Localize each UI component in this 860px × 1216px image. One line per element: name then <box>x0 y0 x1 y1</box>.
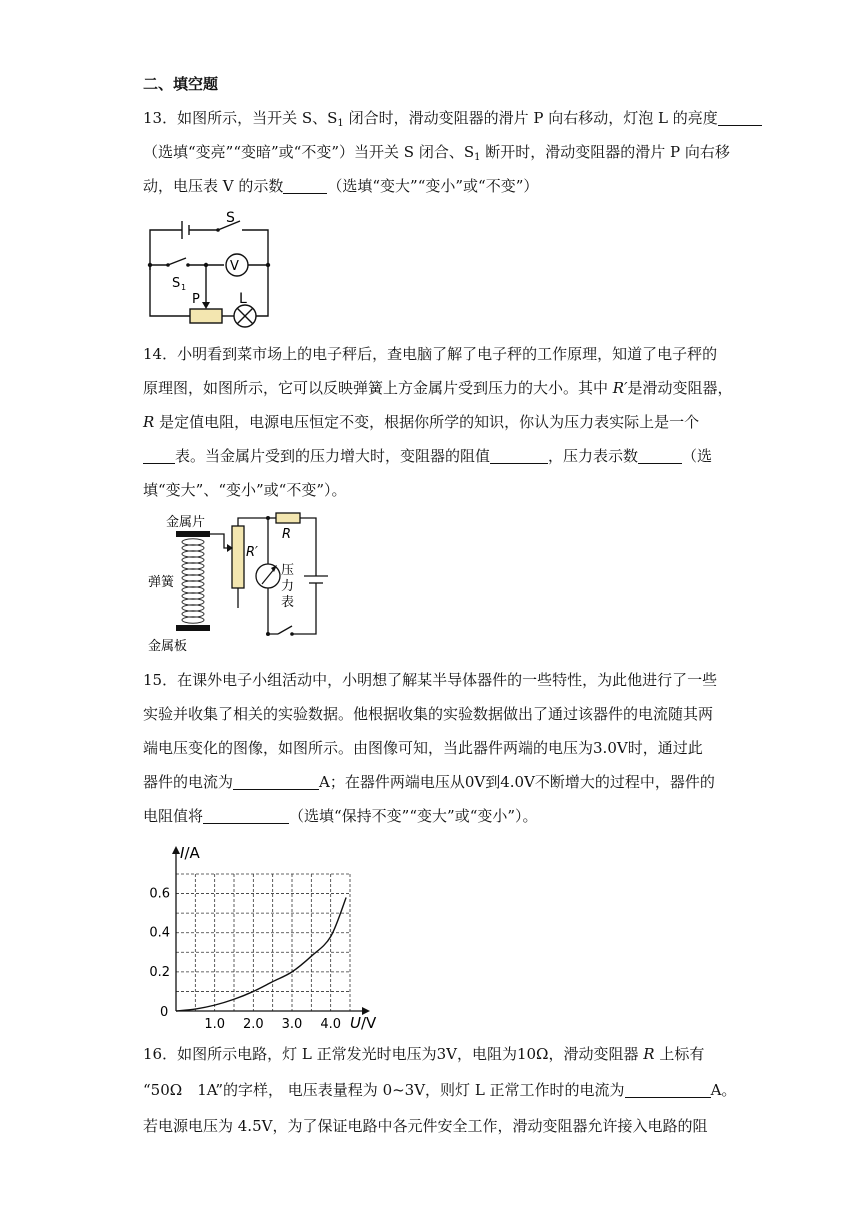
q14-text: 原理图，如图所示，它可以反映弹簧上方金属片受到压力的大小。其中 <box>143 379 613 397</box>
answer-blank[interactable] <box>143 448 175 464</box>
answer-blank[interactable] <box>233 774 319 790</box>
q14-r-prime: R′ <box>612 379 628 397</box>
q14-label-metal-plate: 金属板 <box>148 639 188 654</box>
q13-subscript: 1 <box>474 152 481 163</box>
q15-line-1: 15．在课外电子小组活动中，小明想了解某半导体器件的一些特性，为此他进行了一些 <box>143 671 718 689</box>
section-heading: 二、填空题 <box>143 75 219 93</box>
q13-label-s: S <box>226 210 235 226</box>
q14-r: R <box>143 413 155 431</box>
q13-text: （选填“变大”“变小”或“不变”） <box>327 177 539 195</box>
q15-line-5 <box>143 806 538 826</box>
q14-electronic-scale-diagram <box>142 508 332 656</box>
chart-grid <box>176 874 350 1011</box>
q13-text: 13．如图所示，当开关 S、S <box>143 109 338 127</box>
y-tick-label: 0.6 <box>149 886 170 902</box>
answer-blank[interactable] <box>638 448 682 464</box>
q13-text: （选填“变亮”“变暗”或“不变”）当开关 S 闭合、S <box>143 143 475 161</box>
x-tick-label: 2.0 <box>242 1017 264 1032</box>
q15-text: 电阻值将 <box>143 807 204 825</box>
answer-blank[interactable] <box>203 808 289 824</box>
answer-blank[interactable] <box>625 1082 711 1098</box>
q15-line-2: 实验并收集了相关的实验数据。他根据收集的实验数据做出了通过该器件的电流随其两 <box>143 705 714 723</box>
answer-blank[interactable] <box>283 178 327 194</box>
q13-line-1 <box>143 108 762 134</box>
answer-blank[interactable] <box>490 448 548 464</box>
chart-series-line <box>176 897 346 1011</box>
q16-text: 上标有 <box>654 1045 705 1063</box>
q13-label-s1-sub: 1 <box>181 283 187 292</box>
q14-line-1: 14．小明看到菜市场上的电子秤后，查电脑了解了电子秤的工作原理，知道了电子秤的 <box>143 345 718 363</box>
q13-label-p: P <box>192 292 200 307</box>
q13-label-v: V <box>230 259 239 274</box>
q14-label-spring: 弹簧 <box>148 575 175 590</box>
chart-axes <box>172 846 370 1015</box>
q14-text: ，压力表示数 <box>548 447 639 465</box>
q13-text: 闭合时，滑动变阻器的滑片 P 向右移动，灯泡 L 的亮度 <box>343 109 718 127</box>
x-tick-label: 1.0 <box>204 1017 226 1032</box>
q14-line-2 <box>143 378 733 398</box>
q13-label-l: L <box>239 291 247 307</box>
chart-origin-label: 0 <box>160 1005 169 1020</box>
q14-line-4 <box>143 446 712 466</box>
q13-circuit-diagram <box>140 208 280 330</box>
q15-text: A；在器件两端电压从0V到4.0V不断增大的过程中，器件的 <box>319 773 715 791</box>
q14-label-meter: 表 <box>281 595 295 610</box>
q14-label-meter: 力 <box>281 579 295 594</box>
q13-text: 断开时，滑动变阻器的滑片 P 向右移 <box>480 143 730 161</box>
y-axis-arrow <box>172 846 180 854</box>
x-tick-label: 4.0 <box>320 1017 342 1032</box>
q15-text: 器件的电流为 <box>143 773 234 791</box>
q13-subscript: 1 <box>337 118 344 129</box>
y-tick-label: 0.4 <box>149 925 170 941</box>
q13-text: 动，电压表 V 的示数 <box>143 177 284 195</box>
q13-line-2 <box>143 142 730 168</box>
q16-r: R <box>643 1045 655 1063</box>
q14-text: 是滑动变阻器， <box>627 379 733 397</box>
q16-text: A。 <box>710 1081 737 1099</box>
q15-line-4 <box>143 772 715 792</box>
q16-line-1 <box>143 1044 704 1064</box>
q16-line-2 <box>143 1080 736 1100</box>
q16-text: 16．如图所示电路，灯 L 正常发光时电压为3V，电阻为10Ω，滑动变阻器 <box>143 1045 644 1063</box>
q14-line-5: 填“变大”、“变小”或“不变”）。 <box>143 481 347 499</box>
q14-label-r: R <box>282 527 292 542</box>
answer-blank[interactable] <box>718 110 762 126</box>
chart-xlabel: U/V <box>350 1014 377 1032</box>
chart-ylabel: I/A <box>180 844 200 862</box>
q15-text: （选填“保持不变”“变大”或“变小”）。 <box>289 807 538 825</box>
q16-line-3: 若电源电压为 4.5V，为了保证电路中各元件安全工作，滑动变阻器允许接入电路的阻 <box>143 1117 708 1135</box>
q14-text: 表。当金属片受到的压力增大时，变阻器的阻值 <box>175 447 491 465</box>
q13-line-3 <box>143 176 538 196</box>
q14-label-r-prime: R′ <box>246 545 258 560</box>
q15-line-3: 端电压变化的图像，如图所示。由图像可知，当此器件两端的电压为3.0V时，通过此 <box>143 739 703 757</box>
q14-label-metal-sheet: 金属片 <box>166 515 206 530</box>
q13-label-s1: S <box>172 276 181 291</box>
x-tick-label: 3.0 <box>281 1017 303 1032</box>
q14-label-meter: 压 <box>281 563 295 578</box>
q14-line-3 <box>143 412 699 432</box>
q14-text: （选 <box>682 447 713 465</box>
q14-text: 是定值电阻，电源电压恒定不变，根据你所学的知识，你认为压力表实际上是一个 <box>154 413 700 431</box>
q15-iu-chart <box>140 836 390 1034</box>
q16-text: “50Ω 1A”的字样， 电压表量程为 0~3V，则灯 L 正常工作时的电流为 <box>143 1081 625 1099</box>
y-tick-label: 0.2 <box>149 964 170 980</box>
